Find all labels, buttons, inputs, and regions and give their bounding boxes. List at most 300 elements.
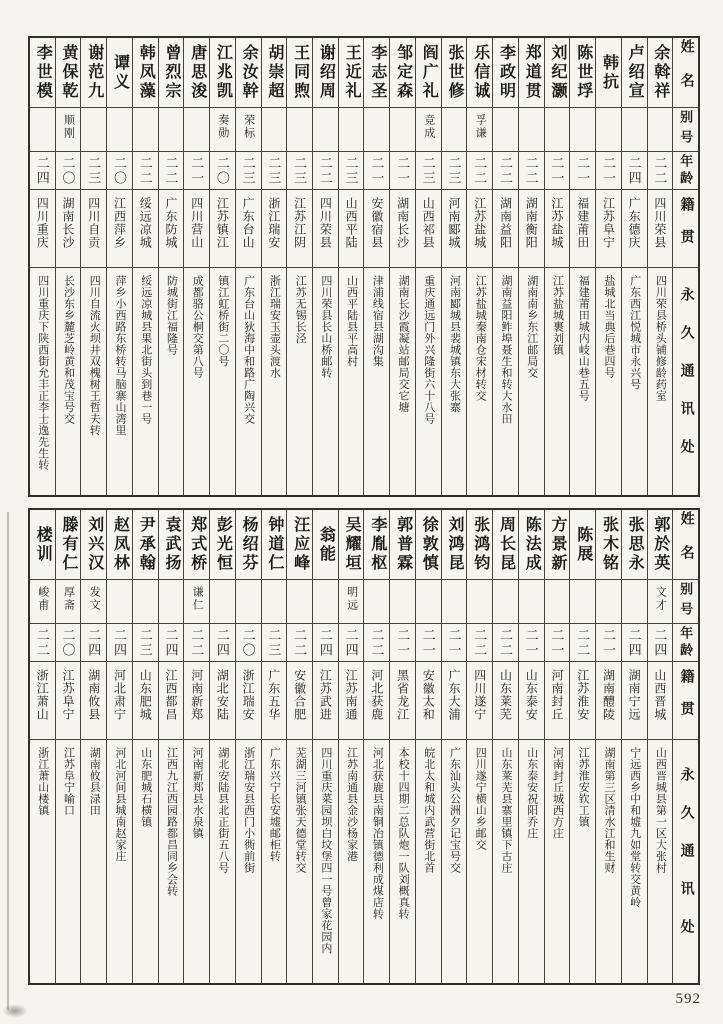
address-cell: 江西九江西园路都昌同乡会转 bbox=[165, 747, 178, 897]
name-cell: 汪应峰 bbox=[287, 510, 312, 580]
native-cell: 绥远凉城 bbox=[133, 190, 158, 268]
alias-cell: 文才 bbox=[648, 580, 673, 624]
alias-cell bbox=[364, 580, 389, 624]
name-cell: 张木铭 bbox=[596, 510, 621, 580]
person-column bbox=[209, 510, 235, 983]
header-alias: 别号 bbox=[673, 108, 698, 152]
name-cell: 钟道仁 bbox=[262, 510, 287, 580]
age-cell: 二〇 bbox=[107, 152, 132, 190]
alias-cell bbox=[159, 108, 184, 152]
native-cell: 安徽太和 bbox=[416, 662, 441, 740]
name-cell: 胡崇超 bbox=[262, 38, 287, 108]
alias-cell bbox=[210, 580, 235, 624]
native-cell: 广东大浦 bbox=[442, 662, 467, 740]
age-cell: 二〇 bbox=[56, 624, 81, 662]
age-cell: 二二 bbox=[159, 152, 184, 190]
alias-cell bbox=[287, 108, 312, 152]
address-cell: 宁远西乡中和墟九如堂转交黄岭 bbox=[628, 747, 641, 908]
age-cell: 二二 bbox=[493, 624, 518, 662]
native-cell: 江苏镇江 bbox=[210, 190, 235, 268]
name-cell: 余斡祥 bbox=[648, 38, 673, 108]
alias-cell bbox=[313, 580, 338, 624]
person-column bbox=[106, 38, 132, 495]
age-cell: 二一 bbox=[545, 152, 570, 190]
person-column bbox=[312, 510, 338, 983]
person-column bbox=[441, 38, 467, 495]
native-cell: 江苏盐城 bbox=[467, 190, 492, 268]
name-cell: 乐信诚 bbox=[467, 38, 492, 108]
alias-cell bbox=[570, 108, 595, 152]
age-cell: 二三 bbox=[236, 152, 261, 190]
age-cell: 二二 bbox=[519, 152, 544, 190]
alias-cell: 厚斋 bbox=[56, 580, 81, 624]
person-column bbox=[389, 38, 415, 495]
name-cell: 郑道贯 bbox=[519, 38, 544, 108]
name-cell: 曾烈宗 bbox=[159, 38, 184, 108]
native-cell: 山西平陆 bbox=[339, 190, 364, 268]
native-cell: 山西晋城 bbox=[648, 662, 673, 740]
alias-cell bbox=[133, 108, 158, 152]
age-cell: 二二 bbox=[493, 152, 518, 190]
age-cell: 二二 bbox=[648, 152, 673, 190]
address-cell: 湖北安陆县北正街五八号 bbox=[216, 747, 229, 874]
name-cell: 楼训 bbox=[30, 510, 55, 580]
native-cell: 山东肥城 bbox=[133, 662, 158, 740]
age-cell: 二三 bbox=[81, 152, 106, 190]
alias-cell: 顺刚 bbox=[56, 108, 81, 152]
person-column bbox=[363, 510, 389, 983]
person-column bbox=[132, 510, 158, 983]
age-cell: 二一 bbox=[416, 624, 441, 662]
alias-cell bbox=[596, 108, 621, 152]
native-cell: 河南新郑 bbox=[184, 662, 209, 740]
alias-cell bbox=[545, 580, 570, 624]
age-cell: 二〇 bbox=[210, 152, 235, 190]
header-column bbox=[672, 510, 698, 983]
alias-cell: 峻甫 bbox=[30, 580, 55, 624]
address-cell: 河南封丘城西方庄 bbox=[551, 747, 564, 839]
age-cell: 二四 bbox=[210, 624, 235, 662]
age-cell: 二一 bbox=[442, 624, 467, 662]
address-cell: 四川荣县桥头铺修龄药室 bbox=[654, 275, 667, 402]
person-column bbox=[466, 38, 492, 495]
native-cell: 江西都昌 bbox=[159, 662, 184, 740]
native-cell: 四川营山 bbox=[184, 190, 209, 268]
age-cell: 二一 bbox=[545, 624, 570, 662]
name-cell: 周长昆 bbox=[493, 510, 518, 580]
name-cell: 韩凤藻 bbox=[133, 38, 158, 108]
native-cell: 河北肃宁 bbox=[107, 662, 132, 740]
person-column bbox=[415, 38, 441, 495]
header-address: 永久通讯处 bbox=[678, 766, 694, 957]
native-cell: 浙江瑞安 bbox=[236, 662, 261, 740]
alias-cell bbox=[545, 108, 570, 152]
age-cell: 二三 bbox=[442, 152, 467, 190]
age-cell: 二一 bbox=[519, 624, 544, 662]
alias-cell bbox=[81, 108, 106, 152]
person-column bbox=[389, 510, 415, 983]
address-cell: 津浦线宿县湖沟集 bbox=[371, 275, 384, 367]
person-column bbox=[80, 38, 106, 495]
name-cell: 彭光恒 bbox=[210, 510, 235, 580]
person-column bbox=[158, 510, 184, 983]
native-cell: 广东五华 bbox=[262, 662, 287, 740]
person-column bbox=[544, 510, 570, 983]
person-column bbox=[492, 510, 518, 983]
native-cell: 黑省龙江 bbox=[390, 662, 415, 740]
alias-cell bbox=[339, 108, 364, 152]
alias-cell bbox=[287, 580, 312, 624]
name-cell: 王近礼 bbox=[339, 38, 364, 108]
person-column bbox=[569, 510, 595, 983]
alias-cell bbox=[159, 580, 184, 624]
scan-smudge-artifact bbox=[2, 1004, 28, 1018]
person-column bbox=[80, 510, 106, 983]
alias-cell bbox=[236, 580, 261, 624]
address-cell: 绥远凉城县果北街头到巷一号 bbox=[139, 275, 152, 425]
native-cell: 四川自贡 bbox=[81, 190, 106, 268]
name-cell: 滕有仁 bbox=[56, 510, 81, 580]
address-cell: 湖南第三区清水江和生财 bbox=[602, 747, 615, 874]
alias-cell: 发文 bbox=[81, 580, 106, 624]
native-cell: 广东防城 bbox=[159, 190, 184, 268]
address-cell: 防城街江福隆号 bbox=[165, 275, 178, 356]
address-cell: 江苏盐城秦南仓宋材转交 bbox=[474, 275, 487, 402]
native-cell: 山东泰安 bbox=[519, 662, 544, 740]
name-cell: 谢绍周 bbox=[313, 38, 338, 108]
person-column bbox=[286, 510, 312, 983]
address-cell: 湖南益阳鲊埠聂生和转大水田 bbox=[500, 275, 512, 425]
person-column bbox=[235, 38, 261, 495]
alias-cell bbox=[467, 580, 492, 624]
person-column bbox=[595, 38, 621, 495]
address-cell: 浙江瑞安县西门小衖前街 bbox=[242, 747, 255, 874]
address-cell: 重庆通远门外兴隆街六十八号 bbox=[422, 275, 435, 425]
person-column bbox=[55, 510, 81, 983]
native-cell: 江苏盐城 bbox=[545, 190, 570, 268]
age-cell: 二二 bbox=[184, 624, 209, 662]
person-column bbox=[183, 510, 209, 983]
header-name: 姓名 bbox=[673, 510, 698, 580]
age-cell: 二〇 bbox=[56, 152, 81, 190]
age-cell: 二四 bbox=[81, 624, 106, 662]
address-cell: 河南郾城县裴城镇东大张寨 bbox=[448, 275, 461, 413]
address-cell: 山西平陆县平高村 bbox=[345, 275, 358, 367]
age-cell: 二三 bbox=[262, 624, 287, 662]
person-column bbox=[466, 510, 492, 983]
alias-cell bbox=[519, 580, 544, 624]
header-native: 籍贯 bbox=[673, 662, 698, 740]
person-column bbox=[183, 38, 209, 495]
alias-cell: 竞成 bbox=[416, 108, 441, 152]
name-cell: 阎广礼 bbox=[416, 38, 441, 108]
name-cell: 杨绍芬 bbox=[236, 510, 261, 580]
page-number: 592 bbox=[675, 991, 701, 1007]
age-cell: 二一 bbox=[596, 624, 621, 662]
age-cell: 二二 bbox=[313, 152, 338, 190]
address-cell: 四川重庆下陕西街允丰正李士逸先生转 bbox=[36, 275, 49, 471]
person-column bbox=[55, 38, 81, 495]
address-cell: 湖南长沙霞凝站邮局交它塘 bbox=[397, 275, 410, 413]
native-cell: 山西祁县 bbox=[416, 190, 441, 268]
alias-cell bbox=[30, 108, 55, 152]
name-cell: 李胤枢 bbox=[364, 510, 389, 580]
native-cell: 浙江萧山 bbox=[30, 662, 55, 740]
native-cell: 湖南醴陵 bbox=[596, 662, 621, 740]
person-column bbox=[441, 510, 467, 983]
native-cell: 四川荣县 bbox=[313, 190, 338, 268]
name-cell: 张鸿钧 bbox=[467, 510, 492, 580]
person-column bbox=[492, 38, 518, 495]
native-cell: 湖南长沙 bbox=[390, 190, 415, 268]
address-cell: 江苏无锡长泾 bbox=[294, 275, 307, 344]
native-cell: 江苏江阴 bbox=[287, 190, 312, 268]
native-cell: 河南郾城 bbox=[442, 190, 467, 268]
header-age: 年龄 bbox=[673, 624, 698, 662]
address-cell: 湖南南乡东江邮局交 bbox=[525, 275, 538, 379]
address-cell: 四川自流火坝井双槐树王哲夫转 bbox=[88, 275, 101, 436]
age-cell: 二三 bbox=[287, 152, 312, 190]
alias-cell bbox=[519, 108, 544, 152]
alias-cell: 奏勋 bbox=[210, 108, 235, 152]
native-cell: 江苏武进 bbox=[313, 662, 338, 740]
person-column bbox=[595, 510, 621, 983]
person-column bbox=[338, 510, 364, 983]
name-cell: 刘纪灏 bbox=[545, 38, 570, 108]
header-age: 年龄 bbox=[673, 152, 698, 190]
address-cell: 芜湖三河镇张天德堂转交 bbox=[294, 747, 307, 874]
address-cell: 江苏南通县金沙杨家港 bbox=[345, 747, 358, 862]
address-cell: 山东莱芜县寨里镇下古庄 bbox=[500, 747, 512, 874]
address-cell: 浙江萧山楼镇 bbox=[36, 747, 49, 816]
person-column bbox=[261, 510, 287, 983]
address-cell: 湖南攸县渌田 bbox=[88, 747, 101, 816]
person-column bbox=[132, 38, 158, 495]
age-cell: 二一 bbox=[570, 152, 595, 190]
address-cell: 四川荣县长山桥邮转 bbox=[319, 275, 332, 379]
native-cell: 湖南益阳 bbox=[493, 190, 518, 268]
person-column bbox=[569, 38, 595, 495]
person-column bbox=[106, 510, 132, 983]
roster-table-bottom bbox=[28, 508, 700, 985]
native-cell: 四川遂宁 bbox=[467, 662, 492, 740]
age-cell: 二一 bbox=[390, 624, 415, 662]
address-cell: 福建莆田城内岐山巷五号 bbox=[577, 275, 590, 402]
alias-cell bbox=[184, 108, 209, 152]
native-cell: 四川荣县 bbox=[648, 190, 673, 268]
native-cell: 湖南衡阳 bbox=[519, 190, 544, 268]
name-cell: 赵凤林 bbox=[107, 510, 132, 580]
name-cell: 张世修 bbox=[442, 38, 467, 108]
alias-cell bbox=[390, 108, 415, 152]
age-cell: 二一 bbox=[364, 152, 389, 190]
address-cell: 盐城北当典后巷四号 bbox=[602, 275, 615, 379]
age-cell: 二三 bbox=[133, 624, 158, 662]
alias-cell bbox=[622, 108, 647, 152]
age-cell: 二四 bbox=[313, 624, 338, 662]
name-cell: 李志圣 bbox=[364, 38, 389, 108]
address-cell: 成都骆公桐交第八号 bbox=[191, 275, 204, 379]
age-cell: 二四 bbox=[622, 624, 647, 662]
age-cell: 二三 bbox=[416, 152, 441, 190]
name-cell: 陈世垺 bbox=[570, 38, 595, 108]
alias-cell bbox=[313, 108, 338, 152]
address-cell: 四川遂宁横山乡邮交 bbox=[474, 747, 487, 851]
person-column bbox=[363, 38, 389, 495]
name-cell: 李政明 bbox=[493, 38, 518, 108]
person-column bbox=[621, 38, 647, 495]
native-cell: 湖南长沙 bbox=[56, 190, 81, 268]
native-cell: 江苏淮安 bbox=[570, 662, 595, 740]
scan-edge-artifact bbox=[7, 512, 9, 1010]
native-cell: 广东德庆 bbox=[622, 190, 647, 268]
address-cell: 广东兴宁长安墟邮柜转 bbox=[268, 747, 281, 862]
age-cell: 二三 bbox=[262, 152, 287, 190]
name-cell: 郑式桥 bbox=[184, 510, 209, 580]
age-cell: 二四 bbox=[622, 152, 647, 190]
name-cell: 吴耀垣 bbox=[339, 510, 364, 580]
person-column bbox=[158, 38, 184, 495]
alias-cell bbox=[133, 580, 158, 624]
alias-cell bbox=[364, 108, 389, 152]
alias-cell bbox=[442, 108, 467, 152]
name-cell: 卢绍宣 bbox=[622, 38, 647, 108]
name-cell: 李世模 bbox=[30, 38, 55, 108]
address-cell: 长沙东乡麓芝岭黄和茂宝号交 bbox=[62, 275, 75, 425]
age-cell: 二二 bbox=[30, 624, 55, 662]
name-cell: 郭普霖 bbox=[390, 510, 415, 580]
age-cell: 二二 bbox=[133, 152, 158, 190]
name-cell: 黄保乾 bbox=[56, 38, 81, 108]
address-cell: 广东汕头公洲夕记宝号交 bbox=[448, 747, 461, 874]
address-cell: 山东肥城石横镇 bbox=[139, 747, 152, 828]
person-column bbox=[261, 38, 287, 495]
age-cell: 二二 bbox=[570, 624, 595, 662]
address-cell: 江苏阜宁喻口 bbox=[62, 747, 75, 816]
native-cell: 河南封丘 bbox=[545, 662, 570, 740]
name-cell: 谭义 bbox=[107, 38, 132, 108]
native-cell: 江西萍乡 bbox=[107, 190, 132, 268]
native-cell: 湖南攸县 bbox=[81, 662, 106, 740]
age-cell: 二二 bbox=[287, 624, 312, 662]
native-cell: 安徽合肥 bbox=[287, 662, 312, 740]
age-cell: 二四 bbox=[159, 624, 184, 662]
alias-cell bbox=[107, 108, 132, 152]
person-column bbox=[312, 38, 338, 495]
name-cell: 徐敦慎 bbox=[416, 510, 441, 580]
name-cell: 江兆凯 bbox=[210, 38, 235, 108]
name-cell: 方景新 bbox=[545, 510, 570, 580]
header-column bbox=[672, 38, 698, 495]
alias-cell bbox=[390, 580, 415, 624]
name-cell: 陈展 bbox=[570, 510, 595, 580]
name-cell: 刘兴汉 bbox=[81, 510, 106, 580]
address-cell: 山西晋城县第一区大张村 bbox=[654, 747, 667, 874]
person-column bbox=[415, 510, 441, 983]
name-cell: 唐思浚 bbox=[184, 38, 209, 108]
name-cell: 郭於英 bbox=[648, 510, 673, 580]
age-cell: 二四 bbox=[648, 624, 673, 662]
person-column bbox=[518, 38, 544, 495]
name-cell: 韩抗 bbox=[596, 38, 621, 108]
address-cell: 本校十四期二总队炮一队刘概真转 bbox=[397, 747, 410, 920]
name-cell: 张思永 bbox=[622, 510, 647, 580]
header-native: 籍贯 bbox=[673, 190, 698, 268]
address-cell: 广东西江悦城市永兴号 bbox=[628, 275, 641, 390]
alias-cell bbox=[262, 108, 287, 152]
age-cell: 二二 bbox=[467, 624, 492, 662]
person-column bbox=[30, 38, 55, 495]
name-cell: 王同煦 bbox=[287, 38, 312, 108]
header-name: 姓名 bbox=[673, 38, 698, 108]
alias-cell bbox=[107, 580, 132, 624]
native-cell: 湖南宁远 bbox=[622, 662, 647, 740]
name-cell: 刘鸿昆 bbox=[442, 510, 467, 580]
native-cell: 浙江瑞安 bbox=[262, 190, 287, 268]
name-cell: 尹承翰 bbox=[133, 510, 158, 580]
age-cell: 二四 bbox=[30, 152, 55, 190]
native-cell: 江苏阜宁 bbox=[56, 662, 81, 740]
person-column bbox=[30, 510, 55, 983]
address-cell: 河北河间县城南赵家庄 bbox=[113, 747, 126, 862]
address-cell: 广东台山狄海中和路广陶兴交 bbox=[242, 275, 255, 425]
native-cell: 四川重庆 bbox=[30, 190, 55, 268]
address-cell: 皖北太和城内武营街北首 bbox=[422, 747, 435, 874]
alias-cell bbox=[262, 580, 287, 624]
person-column bbox=[338, 38, 364, 495]
address-cell: 浙江瑞安玉壶头渡水 bbox=[268, 275, 281, 379]
age-cell: 二二 bbox=[364, 624, 389, 662]
native-cell: 河北获鹿 bbox=[364, 662, 389, 740]
person-column bbox=[647, 38, 673, 495]
native-cell: 江苏阜宁 bbox=[596, 190, 621, 268]
alias-cell: 谦仁 bbox=[184, 580, 209, 624]
address-cell: 山东泰安祝阳乔庄 bbox=[525, 747, 538, 839]
native-cell: 山东莱芜 bbox=[493, 662, 518, 740]
alias-cell bbox=[442, 580, 467, 624]
address-cell: 萍乡小西路东桥转马脑寨山湾里 bbox=[113, 275, 126, 436]
address-cell: 四川重庆菜园坝白坟堡四一号曾家花园内 bbox=[319, 747, 332, 954]
name-cell: 余汝幹 bbox=[236, 38, 261, 108]
native-cell: 湖北安陆 bbox=[210, 662, 235, 740]
age-cell: 二一 bbox=[184, 152, 209, 190]
alias-cell: 明远 bbox=[339, 580, 364, 624]
age-cell: 二一 bbox=[596, 152, 621, 190]
address-cell: 河北获鹿县南铜冶镇德利成煤店转 bbox=[371, 747, 384, 920]
age-cell: 二四 bbox=[339, 624, 364, 662]
person-column bbox=[286, 38, 312, 495]
alias-cell bbox=[648, 108, 673, 152]
alias-cell bbox=[493, 108, 518, 152]
address-cell: 江苏淮安钦工镇 bbox=[577, 747, 590, 828]
name-cell: 邹定森 bbox=[390, 38, 415, 108]
roster-table-top bbox=[28, 36, 700, 497]
name-cell: 翁能 bbox=[313, 510, 338, 580]
person-column bbox=[544, 38, 570, 495]
person-column bbox=[621, 510, 647, 983]
age-cell: 二二 bbox=[467, 152, 492, 190]
name-cell: 陈法成 bbox=[519, 510, 544, 580]
age-cell: 二三 bbox=[339, 152, 364, 190]
age-cell: 二一 bbox=[390, 152, 415, 190]
native-cell: 福建莆田 bbox=[570, 190, 595, 268]
person-column bbox=[209, 38, 235, 495]
alias-cell bbox=[596, 580, 621, 624]
person-column bbox=[647, 510, 673, 983]
header-alias: 别号 bbox=[673, 580, 698, 624]
alias-cell bbox=[416, 580, 441, 624]
address-cell: 河南新郑县水泉镇 bbox=[191, 747, 204, 839]
